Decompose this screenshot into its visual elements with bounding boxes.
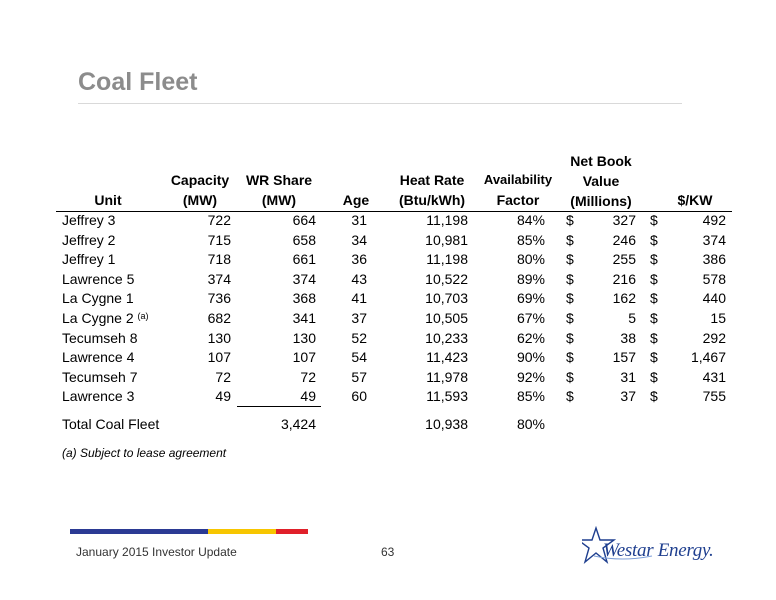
cell-unit: Tecumseh 8	[62, 329, 138, 346]
cell-age: 57	[351, 368, 367, 385]
total-row	[0, 414, 776, 434]
footer-bar-red	[276, 529, 308, 534]
cell-per-kw-currency: $	[650, 270, 658, 287]
cell-availability: 69%	[516, 290, 545, 306]
table-row	[0, 288, 776, 308]
cell-wr-share: 130	[292, 329, 316, 346]
cell-capacity: 72	[215, 368, 231, 385]
cell-capacity: 374	[207, 270, 231, 287]
cell-capacity: 107	[207, 349, 231, 365]
table-row	[0, 386, 776, 406]
header-availability: Availability Factor	[483, 172, 553, 208]
cell-per-kw: 15	[710, 310, 726, 326]
cell-heat-rate: 10,703	[425, 290, 468, 306]
cell-age: 54	[351, 349, 367, 365]
cell-nbv: 327	[612, 212, 636, 228]
table-row	[0, 328, 776, 348]
cell-per-kw-currency: $	[650, 349, 658, 365]
cell-heat-rate: 10,505	[425, 310, 468, 326]
cell-nbv-currency: $	[566, 310, 574, 326]
cell-nbv: 5	[628, 310, 636, 326]
cell-age: 37	[351, 310, 367, 326]
table-row	[0, 347, 776, 367]
cell-wr-share: 664	[292, 212, 316, 228]
cell-heat-rate: 11,423	[426, 349, 468, 365]
cell-wr-share: 72	[300, 368, 316, 385]
header-age: Age	[342, 192, 370, 208]
cell-availability: 85%	[516, 231, 545, 248]
table-row	[0, 367, 776, 387]
table-row	[0, 230, 776, 250]
cell-wr-share: 341	[292, 310, 316, 326]
cell-nbv: 157	[612, 349, 636, 365]
cell-per-kw-currency: $	[650, 231, 658, 248]
header-net-book-value: Net Book Value (Millions)	[570, 153, 632, 209]
cell-unit-text: La Cygne 2	[62, 310, 134, 326]
cell-nbv-currency: $	[566, 329, 574, 346]
cell-capacity: 715	[207, 231, 231, 248]
cell-unit: Lawrence 5	[62, 270, 135, 287]
title-divider	[78, 103, 682, 104]
cell-wr-share: 661	[292, 251, 316, 267]
cell-per-kw: 492	[702, 212, 726, 228]
cell-per-kw: 755	[702, 388, 726, 404]
cell-nbv-currency: $	[566, 368, 574, 385]
cell-per-kw-currency: $	[650, 368, 658, 385]
cell-nbv: 31	[620, 368, 636, 385]
page-number: 63	[381, 545, 395, 559]
cell-wr-share: 658	[292, 231, 316, 248]
cell-heat-rate: 10,233	[425, 329, 468, 346]
cell-heat-rate: 11,978	[426, 368, 468, 385]
cell-availability: 62%	[516, 329, 545, 346]
cell-heat-rate: 11,198	[426, 212, 468, 228]
footer-caption: January 2015 Investor Update	[76, 545, 237, 559]
cell-age: 52	[351, 329, 367, 346]
cell-nbv: 38	[620, 329, 636, 346]
cell-capacity: 718	[207, 251, 231, 267]
table-row	[0, 210, 776, 230]
cell-nbv: 255	[612, 251, 636, 267]
cell-capacity: 682	[207, 310, 231, 326]
total-wr-share: 3,424	[280, 416, 316, 432]
total-heat-rate: 10,938	[425, 416, 468, 432]
cell-per-kw-currency: $	[650, 388, 658, 404]
cell-per-kw-currency: $	[650, 310, 658, 326]
cell-unit: Lawrence 3	[62, 388, 135, 404]
footnote: (a) Subject to lease agreement	[62, 446, 227, 460]
cell-nbv-currency: $	[566, 251, 574, 267]
cell-unit	[62, 308, 149, 328]
cell-wr-share: 107	[292, 349, 316, 365]
table-row	[0, 308, 776, 328]
footer-bar-blue	[70, 529, 208, 534]
cell-nbv-currency: $	[566, 270, 574, 287]
cell-per-kw: 374	[702, 231, 726, 248]
cell-nbv: 162	[612, 290, 636, 306]
header-wr-share: WR Share (MW)	[245, 172, 313, 208]
cell-heat-rate: 10,981	[425, 231, 468, 248]
cell-wr-share: 374	[292, 270, 316, 287]
total-label: Total Coal Fleet	[62, 416, 160, 432]
cell-heat-rate: 11,198	[426, 251, 468, 267]
footnote-marker: (a)	[137, 311, 149, 321]
cell-per-kw: 386	[702, 251, 726, 267]
cell-nbv: 216	[612, 270, 636, 287]
footer-bar-yellow	[208, 529, 276, 534]
header-unit: Unit	[94, 192, 122, 208]
page-title: Coal Fleet	[78, 68, 198, 96]
cell-unit: Lawrence 4	[62, 349, 135, 365]
cell-capacity: 49	[215, 388, 231, 404]
cell-age: 43	[351, 270, 367, 287]
cell-per-kw-currency: $	[650, 212, 658, 228]
cell-capacity: 130	[207, 329, 231, 346]
cell-unit: Jeffrey 2	[62, 231, 116, 248]
table-row	[0, 249, 776, 269]
cell-age: 34	[351, 231, 367, 248]
cell-availability: 67%	[516, 310, 545, 326]
cell-nbv-currency: $	[566, 349, 574, 365]
cell-availability: 85%	[516, 388, 545, 404]
cell-heat-rate: 11,593	[426, 388, 468, 404]
cell-availability: 90%	[516, 349, 545, 365]
cell-nbv-currency: $	[566, 212, 574, 228]
cell-wr-share: 49	[300, 388, 316, 404]
cell-per-kw: 431	[702, 368, 726, 385]
header-capacity: Capacity (MW)	[170, 172, 230, 208]
cell-wr-share: 368	[292, 290, 316, 306]
total-divider	[237, 406, 321, 407]
total-availability: 80%	[516, 416, 545, 432]
cell-unit: Jeffrey 3	[62, 212, 116, 228]
cell-nbv-currency: $	[566, 231, 574, 248]
cell-per-kw-currency: $	[650, 329, 658, 346]
cell-per-kw: 1,467	[690, 349, 726, 365]
logo-text: Westar Energy.	[603, 540, 714, 561]
table-row	[0, 269, 776, 289]
cell-age: 41	[351, 290, 367, 306]
header-per-kw: $/KW	[677, 192, 713, 208]
cell-availability: 89%	[516, 270, 545, 287]
cell-nbv: 246	[612, 231, 636, 248]
cell-availability: 80%	[516, 251, 545, 267]
cell-availability: 92%	[516, 368, 545, 385]
cell-nbv-currency: $	[566, 290, 574, 306]
cell-heat-rate: 10,522	[425, 270, 468, 287]
cell-unit: La Cygne 1	[62, 290, 134, 306]
cell-age: 36	[351, 251, 367, 267]
cell-availability: 84%	[516, 212, 545, 228]
cell-per-kw-currency: $	[650, 290, 658, 306]
cell-capacity: 722	[207, 212, 231, 228]
cell-per-kw: 440	[702, 290, 726, 306]
cell-capacity: 736	[207, 290, 231, 306]
cell-unit: Jeffrey 1	[62, 251, 116, 267]
cell-unit: Tecumseh 7	[62, 368, 138, 385]
cell-age: 60	[351, 388, 367, 404]
cell-age: 31	[351, 212, 367, 228]
cell-nbv: 37	[620, 388, 636, 404]
cell-per-kw: 292	[702, 329, 726, 346]
header-heat-rate: Heat Rate (Btu/kWh)	[398, 172, 466, 208]
cell-nbv-currency: $	[566, 388, 574, 404]
cell-per-kw-currency: $	[650, 251, 658, 267]
cell-per-kw: 578	[702, 270, 726, 287]
